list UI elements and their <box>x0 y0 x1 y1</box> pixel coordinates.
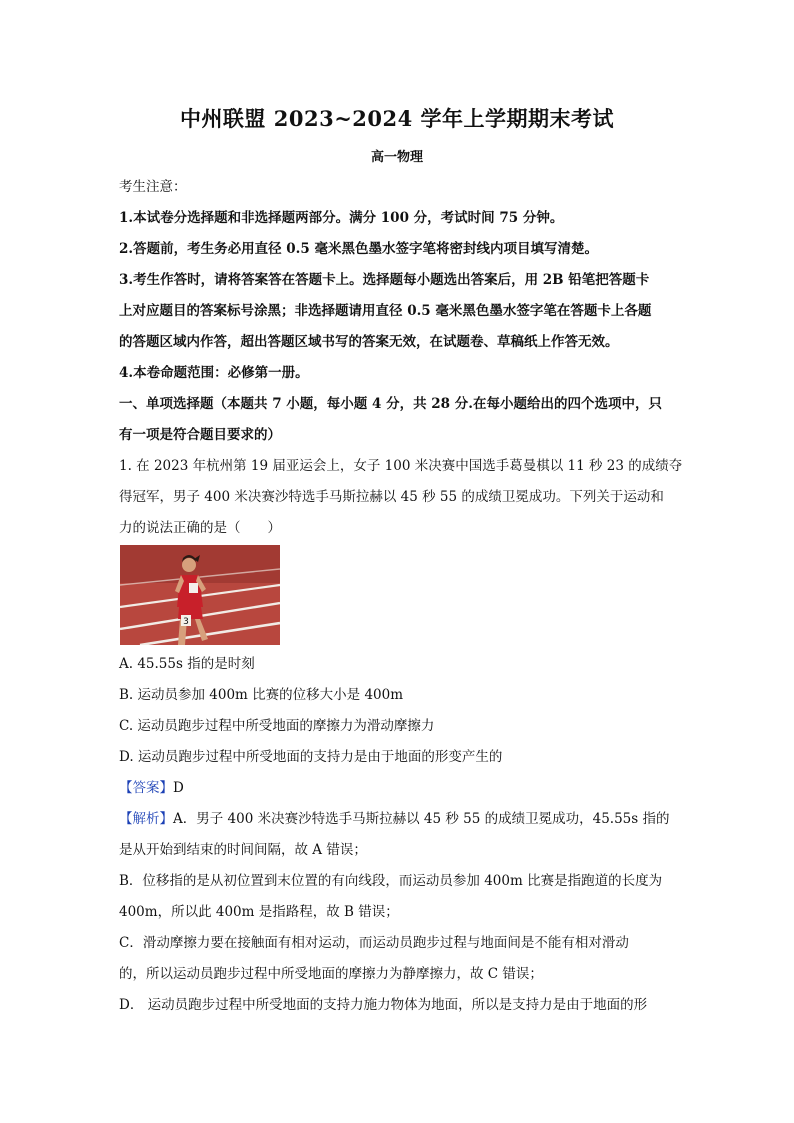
option-d: D. 运动员跑步过程中所受地面的支持力是由于地面的形变产生的 <box>119 749 503 765</box>
section-heading: 一、单项选择题（本题共 7 小题，每小题 4 分，共 28 分.在每小题给出的四个选项中，只 <box>119 396 662 412</box>
question-stem: 得冠军，男子 400 米决赛沙特选手马斯拉赫以 45 秒 55 的成绩卫冕成功。下列关于运动和 <box>119 489 664 505</box>
analysis-text: A．男子 400 米决赛沙特选手马斯拉赫以 45 秒 55 的成绩卫冕成功，45.55s 指的 <box>173 811 670 827</box>
question-stem: 1. 在 2023 年杭州第 19 届亚运会上，女子 100 米决赛中国选手葛曼棋以 11 秒 23 的成绩夺 <box>119 458 683 474</box>
analysis-text: 是从开始到结束的时间间隔，故 A 错误； <box>119 842 367 858</box>
answer-line <box>119 779 184 797</box>
notice-item: 1.本试卷分选择题和非选择题两部分。满分 100 分，考试时间 75 分钟。 <box>119 210 564 226</box>
analysis-text: C．滑动摩擦力要在接触面有相对运动，而运动员跑步过程与地面间是不能有相对滑动 <box>119 935 629 951</box>
section-heading-cont: 有一项是符合题目要求的） <box>119 427 281 443</box>
notice-item: 4.本卷命题范围：必修第一册。 <box>119 365 309 381</box>
question-stem: 力的说法正确的是（ ） <box>119 520 281 536</box>
notice-item: 的答题区域内作答，超出答题区域书写的答案无效，在试题卷、草稿纸上作答无效。 <box>119 334 619 350</box>
analysis-line <box>119 810 670 828</box>
option-b: B. 运动员参加 400m 比赛的位移大小是 400m <box>119 687 404 703</box>
notice-item: 2.答题前，考生务必用直径 0.5 毫米黑色墨水签字笔将密封线内项目填写清楚。 <box>119 241 598 257</box>
notice-item: 上对应题目的答案标号涂黑；非选择题请用直径 0.5 毫米黑色墨水签字笔在答题卡上各题 <box>119 303 652 319</box>
option-c: C. 运动员跑步过程中所受地面的摩擦力为滑动摩擦力 <box>119 718 435 734</box>
exam-title: 中州联盟 2023~2024 学年上学期期末考试 <box>179 106 615 131</box>
analysis-text: 400m，所以此 400m 是指路程，故 B 错误； <box>119 904 399 920</box>
answer-label: 【答案】 <box>119 780 173 796</box>
notice-heading: 考生注意： <box>119 179 187 195</box>
analysis-text: B．位移指的是从初位置到末位置的有向线段，而运动员参加 400m 比赛是指跑道的长度为 <box>119 873 663 889</box>
analysis-text: 的，所以运动员跑步过程中所受地面的摩擦力为静摩擦力，故 C 错误； <box>119 966 543 982</box>
exam-subject: 高一物理 <box>370 150 423 165</box>
analysis-label: 【解析】 <box>119 811 173 827</box>
runner-photo-svg <box>120 545 280 645</box>
answer-value: D <box>173 780 184 796</box>
option-a: A. 45.55s 指的是时刻 <box>119 656 255 672</box>
analysis-text: D． 运动员跑步过程中所受地面的支持力施力物体为地面，所以是支持力是由于地面的形 <box>119 997 648 1013</box>
notice-item: 3.考生作答时，请将答案答在答题卡上。选择题每小题选出答案后，用 2B 铅笔把答题卡 <box>119 272 650 288</box>
runner-photo <box>120 545 280 645</box>
bib-number: 3 <box>183 617 189 627</box>
